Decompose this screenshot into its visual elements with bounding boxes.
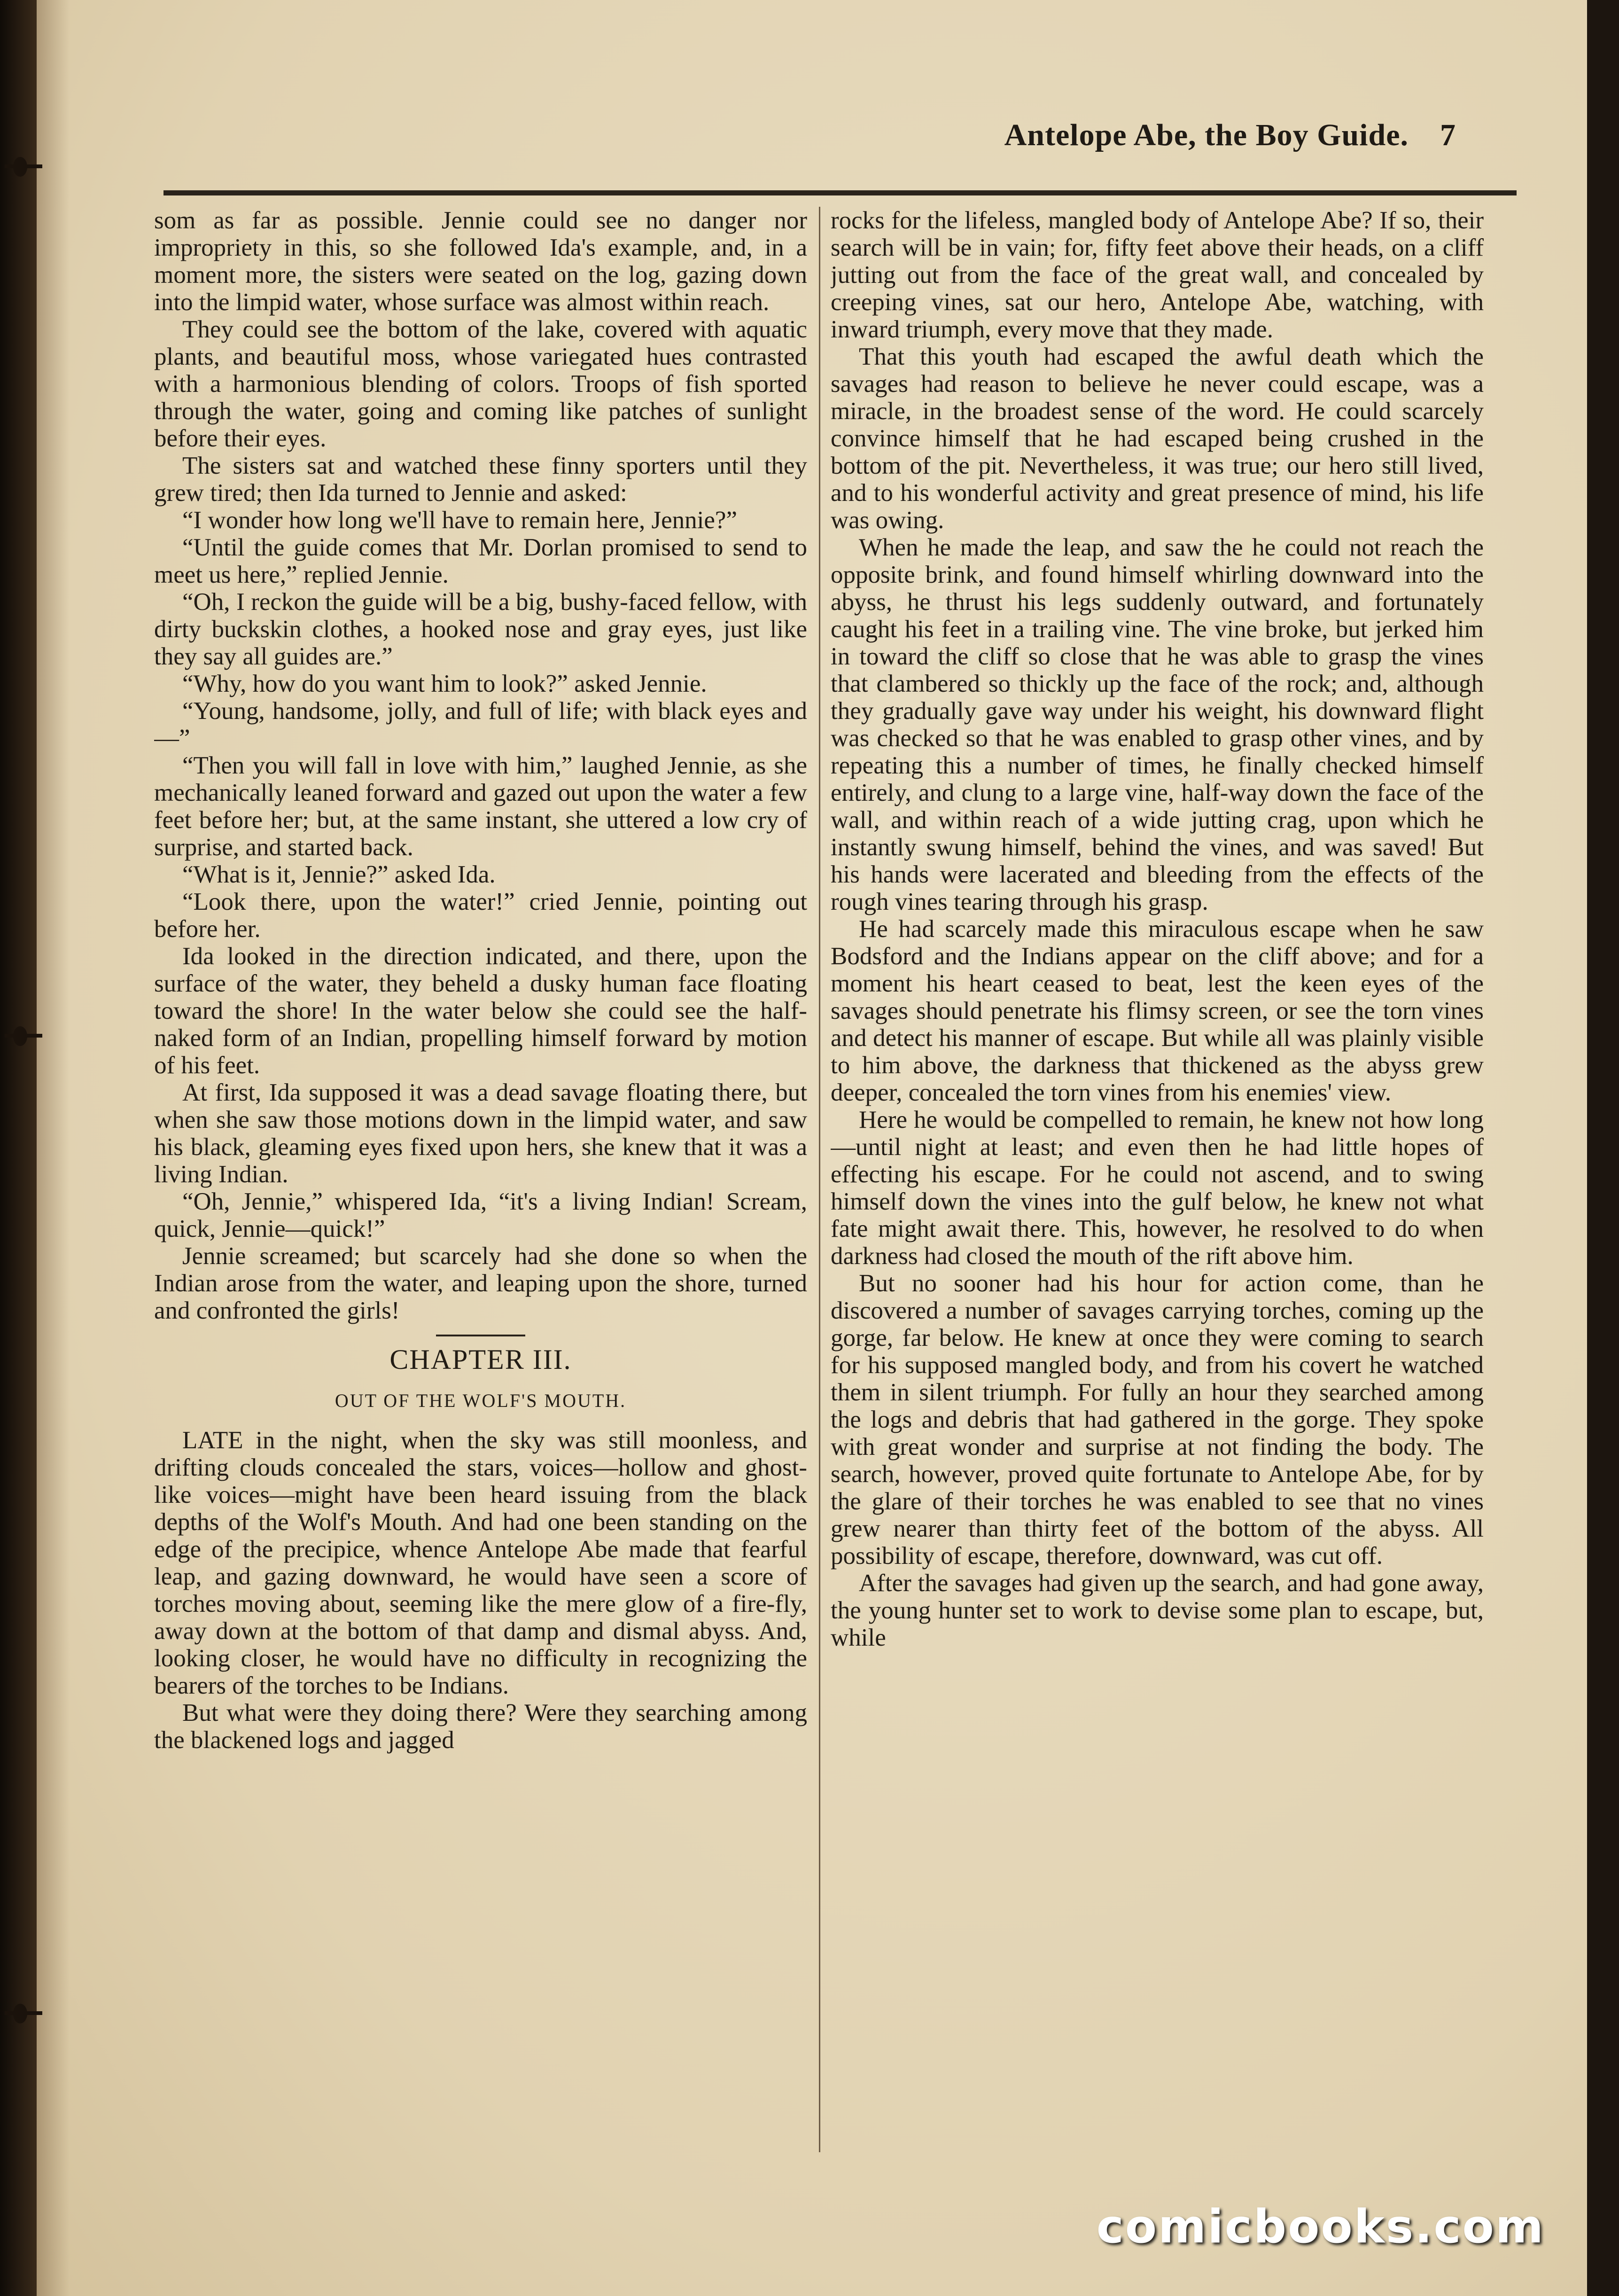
paragraph: “Young, handsome, jolly, and full of life; with black eyes and—” [154,697,807,752]
paragraph: “Until the guide comes that Mr. Dorlan promised to send to meet us here,” replied Jennie. [154,534,807,588]
paragraph: Jennie screamed; but scarcely had she done so when the Indian arose from the water, and leaping upon the shore, turned and confronted the girls! [154,1242,807,1324]
paragraph: “I wonder how long we'll have to remain here, Jennie?” [182,507,737,534]
paragraph: At first, Ida supposed it was a dead savage floating there, but when she saw those motions down in the limpid water, and saw his black, gleaming eyes fixed upon hers, she knew that it was a living Indian. [154,1079,807,1188]
left-column [154,207,807,2133]
paragraph: They could see the bottom of the lake, covered with aquatic plants, and beautiful moss, whose variegated hues contrasted with a harmonious blending of colors. Troops of fish sported through the water, going and coming like patches of sunlight before their eyes. [154,316,807,452]
book-page [37,0,1587,2296]
binding-staple [0,1024,42,1048]
chapter-subtitle: OUT OF THE WOLF'S MOUTH. [335,1390,627,1411]
paragraph: LATE in the night, when the sky was still moonless, and drifting clouds concealed the stars, voices—hollow and ghost-like voices—might have been heard issuing from the black depths of the Wolf's Mouth. And had one been standing on the edge of the precipice, whence Antelope Abe made that fearful leap, and gazing downward, he would have seen a score of torches moving about, seeming like the mere glow of a fire-fly, away down at the bottom of that damp and dismal abyss. And, looking closer, he would have no difficulty in recognizing the bearers of the torches to be Indians. [154,1427,807,1699]
paragraph: “What is it, Jennie?” asked Ida. [182,861,496,888]
paragraph: som as far as possible. Jennie could see no danger nor impropriety in this, so she followed Ida's example, and, in a moment more, the sisters were seated on the log, gazing down into the limpid water, whose surface was almost within reach. [154,207,807,316]
paragraph: “Oh, Jennie,” whispered Ida, “it's a living Indian! Scream, quick, Jennie—quick!” [154,1188,807,1242]
paragraph: But what were they doing there? Were they searching among the blackened logs and jagged [154,1699,807,1754]
paragraph: He had scarcely made this miraculous escape when he saw Bodsford and the Indians appear on the cliff above; and for a moment his heart ceased to beat, lest the keen eyes of the savages should penetrate his flimsy screen, or see the torn vines and detect his manner of escape. But while all was plainly visible to him above, the darkness that thickened as the abyss grew deeper, concealed the torn vines from his enemies' view. [831,915,1484,1106]
paragraph: Here he would be compelled to remain, he knew not how long—until night at least; and even then he had little hopes of effecting his escape. For he could not ascend, and to swing himself down the vines into the gulf below, he knew not what fate might await there. This, however, he resolved to do when darkness had closed the mouth of the rift above him. [831,1106,1484,1270]
page-number: 7 [1440,118,1456,152]
paragraph: “Then you will fall in love with him,” laughed Jennie, as she mechanically leaned forward and gazed out upon the water a few feet before her; but, at the same instant, she uttered a low cry of surprise, and started back. [154,752,807,861]
paragraph: The sisters sat and watched these finny sporters until they grew tired; then Ida turned to Jennie and asked: [154,452,807,507]
binding-staple [0,2002,42,2025]
column-rule [819,207,820,2152]
spine-edge [0,0,37,2296]
right-column [831,207,1484,2133]
paragraph: rocks for the lifeless, mangled body of Antelope Abe? If so, their search will be in vain; for, fifty feet above their heads, on a cliff jutting out from the face of the great wall, and concealed by creeping vines, sat our hero, Antelope Abe, watching, with inward triumph, every move that they made. [831,207,1484,343]
chapter-title: CHAPTER III. [389,1344,572,1375]
paragraph: When he made the leap, and saw the he could not reach the opposite brink, and found himself whirling downward into the abyss, he thrust his legs suddenly outward, and fortunately caught his feet in a trailing vine. The vine broke, but jerked him in toward the cliff so close that he was able to grasp the vines that clambered so thickly up the face of the rock; and, although they gradually gave way under his weight, his downward flight was checked so that he was enabled to grasp other vines, and by repeating this a number of times, he finally checked himself entirely, and clung to a large vine, half-way down the face of the wall, and within reach of a wide jutting crag, upon which he instantly swung himself, behind the vines, and was saved! But his hands were lacerated and bleeding from the effects of the rough vines tearing through his grasp. [831,534,1484,915]
paragraph: “Oh, I reckon the guide will be a big, bushy-faced fellow, with dirty buckskin clothes, a hooked nose and gray eyes, just like they say all guides are.” [154,588,807,670]
watermark: comicbooks.com [1096,2200,1545,2254]
paragraph: Ida looked in the direction indicated, and there, upon the surface of the water, they beheld a dusky human face floating toward the shore! In the water below she could see the half-naked form of an Indian, propelling himself forward by motion of his feet. [154,943,807,1079]
paragraph: “Why, how do you want him to look?” asked Jennie. [182,670,707,697]
chapter-rule [436,1335,525,1336]
paragraph: But no sooner had his hour for action come, than he discovered a number of savages carrying torches, coming up the gorge, far below. He knew at once they were coming to search for his supposed mangled body, and from his covert he watched them in silent triumph. For fully an hour they searched among the logs and debris that had gathered in the gorge. They spoke with great wonder and surprise at not finding the body. The search, however, proved quite fortunate to Antelope Abe, for by the glare of their torches he was enabled to see that no vines grew nearer than thirty feet of the bottom of the abyss. All possibility of escape, therefore, downward, was cut off. [831,1270,1484,1570]
binding-staple [0,155,42,179]
paragraph: That this youth had escaped the awful death which the savages had reason to believe he never could escape, was a miracle, in the broadest sense of the word. He could scarcely convince himself that he had escaped being crushed in the bottom of the pit. Nevertheless, it was true; our hero still lived, and to his wonderful activity and great presence of mind, his life was owing. [831,343,1484,534]
paragraph: After the savages had given up the search, and had gone away, the young hunter set to work to devise some plan to escape, but, while [831,1570,1484,1651]
running-head: Antelope Abe, the Boy Guide. [1004,118,1409,152]
header-rule [163,190,1517,195]
paragraph: “Look there, upon the water!” cried Jennie, pointing out before her. [154,888,807,943]
